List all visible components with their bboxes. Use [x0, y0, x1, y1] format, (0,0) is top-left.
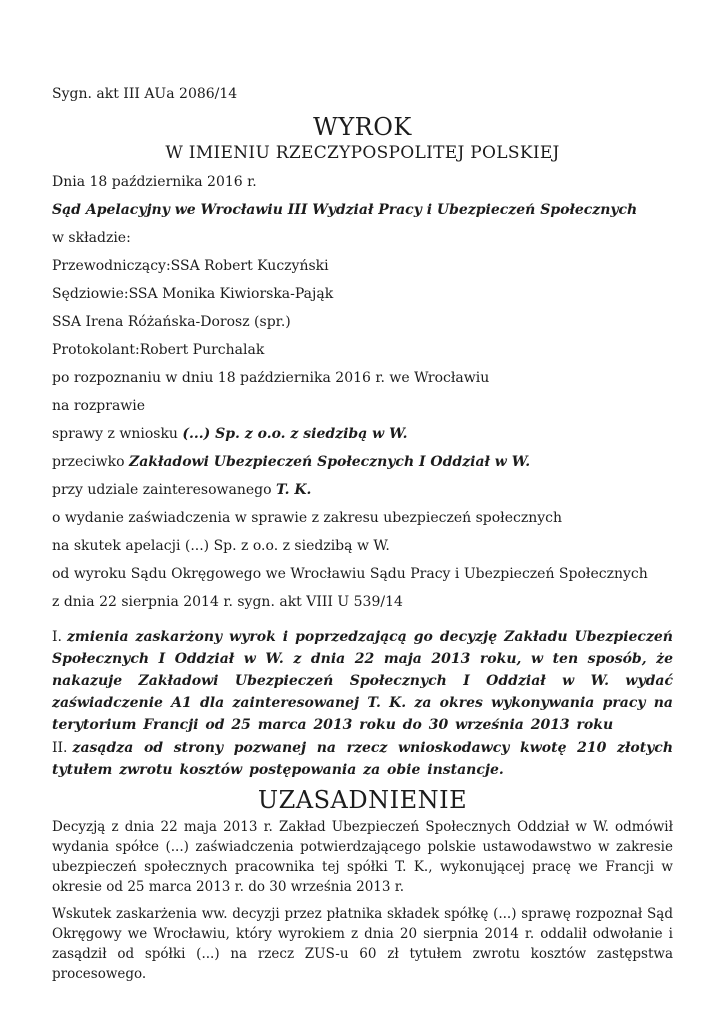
presiding-judge-line: Przewodniczący:SSA Robert Kuczyński [52, 258, 329, 274]
ruling-2-number: II. [52, 740, 68, 756]
clerk-line: Protokolant:Robert Purchalak [52, 342, 265, 358]
justification-title: UZASADNIENIE [257, 786, 468, 814]
ruling-2-text: zasądza od strony pozwanej na rzecz wnioskodawcy kwotę 210 złotych tytułem zwrotu kosztów postępowania za obie instancje. [52, 740, 673, 778]
judgment-title: WYROK [313, 113, 412, 141]
judgment-date: Dnia 18 października 2016 r. [52, 174, 257, 190]
interested-label: przy udziale zainteresowanego [52, 482, 276, 498]
ruling-item-2 [52, 737, 673, 781]
ruling-1-number: I. [52, 629, 62, 645]
judge-line-2: SSA Irena Różańska-Dorosz (spr.) [52, 314, 291, 330]
applicant-label: sprawy z wniosku [52, 426, 183, 442]
case-subject-line: o wydanie zaświadczenia w sprawie z zakresu ubezpieczeń społecznych [52, 510, 562, 526]
defendant-label: przeciwko [52, 454, 129, 470]
court-name: Sąd Apelacyjny we Wrocławiu III Wydział Pracy i Ubezpieczeń Społecznych [52, 202, 638, 218]
applicant-line [52, 424, 673, 445]
defendant-line [52, 452, 673, 473]
hearing-line: po rozpoznaniu w dniu 18 października 2016 r. we Wrocławiu [52, 370, 490, 386]
appeal-line: na skutek apelacji (...) Sp. z o.o. z siedzibą w W. [52, 538, 390, 554]
case-number: Sygn. akt III AUa 2086/14 [52, 86, 238, 102]
hearing-type-line: na rozprawie [52, 398, 146, 414]
applicant-name: (...) Sp. z o.o. z siedzibą w W. [182, 426, 408, 442]
ruling-item-1 [52, 626, 673, 736]
interested-name: T. K. [275, 482, 312, 498]
appealed-date-line: z dnia 22 sierpnia 2014 r. sygn. akt VIII U 539/14 [52, 594, 403, 610]
defendant-name: Zakładowi Ubezpieczeń Społecznych I Oddział w W. [128, 454, 531, 470]
justification-paragraph-1: Decyzją z dnia 22 maja 2013 r. Zakład Ubezpieczeń Społecznych Oddział w W. odmówił wydania spółce (...) zaświadczenia potwierdzającego polskie ustawodawstwo w zakresie ubezpieczeń społecznych pracownika tej spółki T. K., wykonującej pracę we Francji w okresie od 25 marca 2013 r. do 30 września 2013 r. [52, 819, 673, 895]
panel-label: w składzie: [52, 230, 131, 246]
judges-line: Sędziowie:SSA Monika Kiwiorska-Pająk [52, 286, 334, 302]
justification-paragraph-2: Wskutek zaskarżenia ww. decyzji przez płatnika składek spółkę (...) sprawę rozpoznał Sąd Okręgowy we Wrocławiu, który wyrokiem z dnia 20 sierpnia 2014 r. oddalił odwołanie i zasądził od spółki (...) na rzecz ZUS-u 60 zł tytułem zwrotu kosztów zastępstwa procesowego. [52, 906, 673, 982]
appealed-court-line: od wyroku Sądu Okręgowego we Wrocławiu Sądu Pracy i Ubezpieczeń Społecznych [52, 566, 648, 582]
ruling-1-text: zmienia zaskarżony wyrok i poprzedzającą go decyzję Zakładu Ubezpieczeń Społecznych I Oddział w W. z dnia 22 maja 2013 roku, w ten sposób, że nakazuje Zakładowi Ubezpieczeń Społecznych I Oddział w W. wydać zaświadczenie A1 dla zainteresowanej T. K. za okres wykonywania pracy na terytorium Francji od 25 marca 2013 roku do 30 września 2013 roku [52, 629, 673, 733]
interested-party-line [52, 480, 673, 501]
judgment-subtitle: W IMIENIU RZECZYPOSPOLITEJ POLSKIEJ [165, 143, 560, 163]
